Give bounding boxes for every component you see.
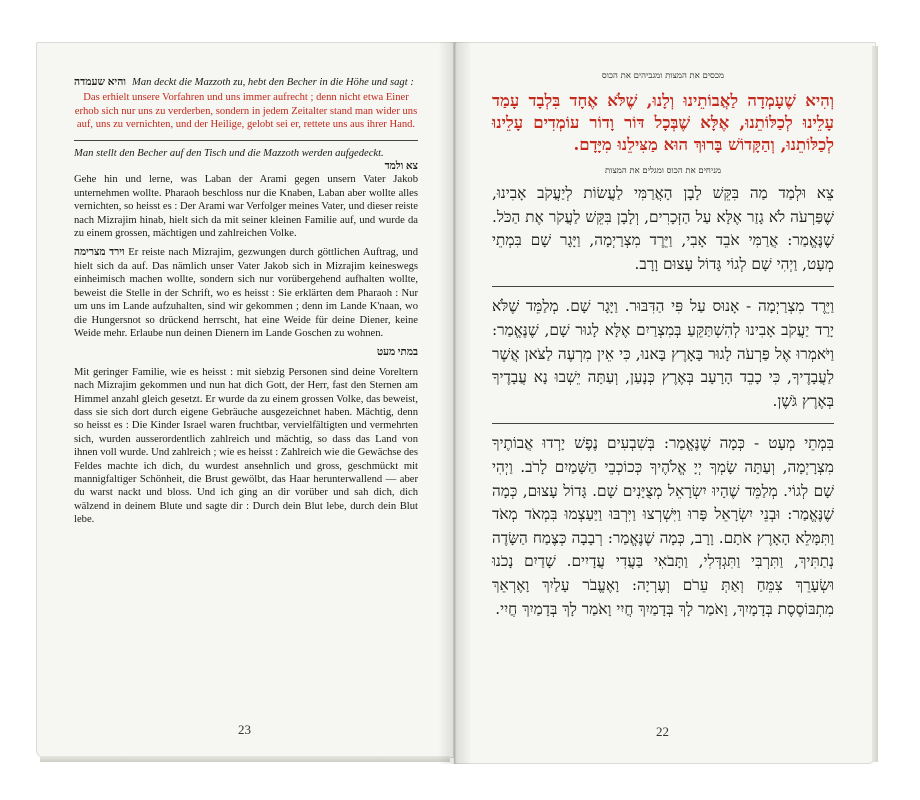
left-page-text: [74, 76, 418, 527]
paragraph-familie: Mit geringer Familie, wie es heisst : mit siebzig Personen sind deine Voreltern nach Mizrajim gekommen und nun hat dich Gott, der Herr, fast den Sternen am Himmel anzahl gleich gesetzt. Er wurde da zu einem grossen Volke, das beweist, dass sie sich dort durch eigene Gebräuche ausgezeichnet haben. Mächtig, denn so heisst es : Die Kinder Israel waren fruchtbar, vervielfältigten und vermehrten sich, wurden ausserordentlich zahlreich und mächtig, so dass das Land von ihnen voll wurde. Und zahlreich ; wie es heisst : Zahlreich wie die Gewächse des Feldes machte ich dich, du wurdest ansehnlich und gross, geschmückt mit mannigfaltiger Schönheit, die Brust gewölbt, das Haar herunterwallend — aber du warst nackt und bloss. Und ich ging an dir vorüber und sah dich, dich wälzend in deinem Blute und sagte dir : Durch dein Blut lebe, durch dein Blut lebe.: [74, 366, 418, 526]
divider: [74, 140, 418, 141]
paragraph-mizrajim: וירד מצרימה Er reiste nach Mizrajim, gezwungen durch göttlichen Auftrag, und hielt sich da auf. Das nämlich unser Vater Jakob sich in Mizrajim keineswegs einheimisch machen wollte, sondern sich nur vorübergehend aufhalten wollte, beweist die Stelle in der Schrift, wo es heisst : Sie erklärten dem Pharaoh : Nur um uns im Lande aufzuhalten, sind wir gekommen ; denn im Lande K'naan, wo die Hungersnot so drückend herrscht, hat eine Weide für deine Diener, keine Weide mehr. Erlaube nun deinen Dienern im Lande Goschen zu wohnen.: [74, 247, 418, 339]
divider: [492, 286, 834, 287]
red-hebrew-passage: וְהִיא שֶׁעָמְדָה לַאֲבוֹתֵינוּ וְלָנוּ, שֶׁלֹּא אֶחָד בִּלְבָד עָמַד עָלֵינוּ לְכַלּוֹתֵנוּ, אֶלָּא שֶׁבְּכָל דּוֹר וָדוֹר עוֹמְדִים עָלֵינוּ לְכַלּוֹתֵנוּ, וְהַקָּדוֹשׁ בָּרוּךְ הוּא מַצִּילֵנוּ מִיָּדָם.: [492, 90, 834, 154]
paragraph-laban: Gehe hin und lerne, was Laban der Arami gegen unsern Vater Jakob unternehmen wollte. Pharaoh beschloss nur die Knaben, Laban aber wollte alles vernichten, so heisst es : Der Arami war Verfolger meines Vater, und dieser reiste nach Mizrajim hinab, hielt sich da mit seiner kleinen Familie auf, und wurde da zu einem grossen, mächtigen und zahlreichen Volke.: [74, 174, 418, 240]
page-number-left: 23: [238, 722, 251, 737]
divider: [492, 423, 834, 424]
hebrew-cue-vehi: והיא שעמדה: [74, 77, 126, 88]
hebrew-cue-tze: צא ולמד: [384, 161, 418, 173]
hebrew-paragraph-bimtei: בִּמְתֵי מְעָט - כְּמָה שֶׁנֶּאֱמַר: בְּשִׁבְעִים נֶפֶשׁ יָרְדוּ אֲבוֹתֶיךָ מִצְרָיְמָה, וְעַתָּה שָׂמְךָ יְיָ אֱלֹהֶיךָ כְּכוֹכְבֵי הַשָּׁמַיִם לָרֹב. וַיְהִי שָׁם לְגוֹי. מְלַמֵּד שֶׁהָיוּ יִשְׂרָאֵל מְצֻיָּנִים שָׁם. גָּדוֹל עָצוּם, כְּמָה שֶׁנֶּאֱמַר: וּבְנֵי יִשְׂרָאֵל פָּרוּ וַיִּשְׁרְצוּ וַיִּרְבּוּ וַיַּעַצְמוּ בִּמְאֹד מְאֹד וַתִּמָּלֵא הָאָרֶץ אֹתָם. וָרָב, כְּמָה שֶׁנֶּאֱמַר: רְבָבָה כְּצֶמַח הַשָּׂדֶה נְתַתִּיךְ, וַתִּרְבִּי וַתִּגְדְּלִי, וַתָּבֹאִי בַּעֲדִי עֲדָיִים. שָׁדַיִם נָכֹנוּ וּשְׂעָרֵךְ צִמֵּחַ וְאַתְּ עֵרֹם וְעֶרְיָה: וָאֶעֱבֹר עָלַיִךְ וָאֶרְאֵךְ מִתְבּוֹסֶסֶת בְּדָמָיִךְ, וָאֹמַר לָךְ בְּדָמַיִךְ חֲיִי וָאֹמַר לָךְ בְּדָמַיִךְ חֲיִי.: [492, 434, 834, 618]
page-number-right: 22: [656, 724, 669, 739]
red-german-passage: Das erhielt unsere Vorfahren und uns immer aufrecht ; denn nicht etwa Einer erhob sich nur uns zu verderben, sondern in jedem Zeitalter stand man wider uns auf, uns zu vernichten, und der Heilige, gelobt sei er, rettete uns aus ihrer Hand.: [74, 92, 418, 131]
hebrew-paragraph-laban: צֵא וּלְמַד מַה בִּקֵּשׁ לָבָן הָאֲרַמִּי לַעֲשׂוֹת לְיַעֲקֹב אָבִינוּ, שֶׁפַּרְעֹה לֹא גָזַר אֶלָּא עַל הַזְּכָרִים, וְלָבָן בִּקֵּשׁ לַעֲקֹר אֶת הַכֹּל. שֶׁנֶּאֱמַר: אֲרַמִּי אֹבֵד אָבִי, וַיֵּרֶד מִצְרַיְמָה, וַיָּגָר שָׁם בִּמְתֵי מְעָט, וַיְהִי שָׁם לְגוֹי גָּדוֹל עָצוּם וָרָב.: [492, 184, 834, 273]
page-edge-bottom: [40, 756, 450, 762]
page-edge-right: [872, 46, 878, 762]
instruction-cover-mazzoth: והיא שעמדה Man deckt die Mazzoth zu, hebt den Becher in die Höhe und sagt :: [74, 77, 414, 88]
right-page-text: [492, 70, 834, 621]
instruction-uncover-mazzoth: Man stellt den Becher auf den Tisch und die Mazzoth werden aufgedeckt.: [74, 147, 384, 159]
instruction-cover-hebrew: מכסים את המצות ומגביהים את הכוס: [601, 71, 725, 81]
book-gutter: [438, 42, 472, 764]
hebrew-paragraph-mitzraima: וַיֵּרֶד מִצְרַיְמָה - אָנוּס עַל פִּי הַדִּבּוּר. וַיָּגָר שָׁם. מְלַמֵּד שֶׁלֹּא יָרַד יַעֲקֹב אָבִינוּ לְהִשְׁתַּקֵּעַ בְּמִצְרַיִם אֶלָּא לָגוּר שָׁם, שֶׁנֶּאֱמַר: וַיֹּאמְרוּ אֶל פַּרְעֹה לָגוּר בָּאָרֶץ בָּאנוּ, כִּי אֵין מִרְעֶה לַצֹּאן אֲשֶׁר לַעֲבָדֶיךָ, כִּי כָבֵד הָרָעָב בְּאֶרֶץ כְּנָעַן, וְעַתָּה יֵשְׁבוּ נָא עֲבָדֶיךָ בְּאֶרֶץ גֹּשֶׁן.: [492, 297, 834, 410]
instruction-uncover-hebrew: מניחים את הכוס ומגלים את המצות: [605, 166, 721, 176]
hebrew-cue-bimtei: במתי מעט: [376, 347, 418, 359]
hebrew-cue-vayered: וירד מצרימה: [74, 247, 125, 259]
